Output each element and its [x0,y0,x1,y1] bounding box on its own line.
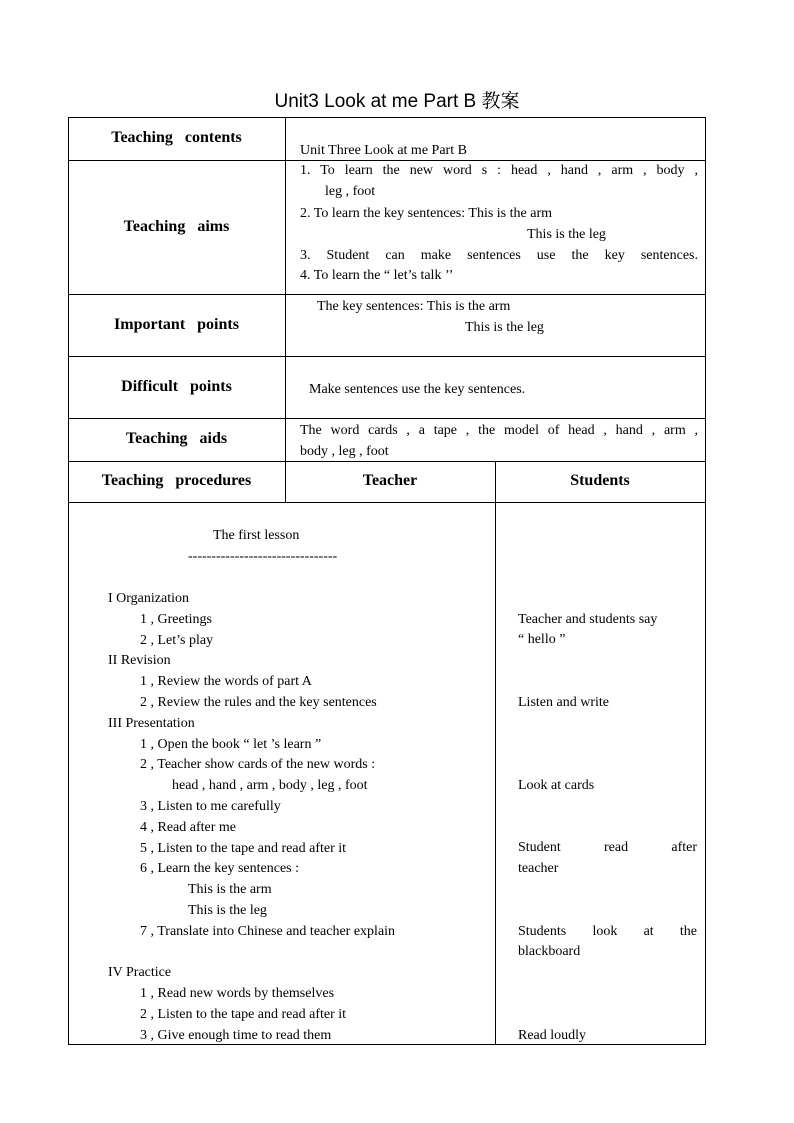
students-column-header: Students [570,472,630,489]
student-note: Read loudly [518,1028,587,1043]
difficult-points-value: Make sentences use the key sentences. [309,382,526,397]
teaching-contents-value: Unit Three Look at me Part B [300,143,467,158]
lesson-divider: -------------------------------- [188,549,338,564]
procedure-section-heading: III Presentation [108,715,195,731]
table-rule [68,356,706,357]
aim-item-2-cont: This is the leg [527,227,606,242]
teaching-aids-line-1: The word cards , a tape , the model of head , hand , arm , [300,423,698,438]
student-note: “ hello ” [518,632,566,647]
procedure-step: 3 , Give enough time to read them [140,1027,332,1043]
student-note: Teacher and students say [518,612,658,627]
table-rule [68,294,706,295]
table-rule [705,117,706,1045]
table-rule [495,461,496,1045]
important-points-label: Important points [114,316,239,333]
aim-item-3: 3. Student can make sentences use the key sentences. [300,248,698,263]
procedure-step: 2 , Review the rules and the key sentences [140,695,377,710]
procedure-step: 6 , Learn the key sentences : [140,861,299,877]
procedure-step: 7 , Translate into Chinese and teacher explain [140,923,396,939]
procedure-step: 5 , Listen to the tape and read after it [140,840,347,856]
table-rule [285,117,286,502]
teaching-contents-label: Teaching contents [111,129,242,146]
important-points-line-1: The key sentences: This is the arm [317,299,511,314]
procedure-step: 2 , Listen to the tape and read after it [140,1007,347,1022]
important-points-line-2: This is the leg [465,320,544,335]
table-rule [68,117,69,1045]
procedure-step: 2 , Let’s play [140,632,214,648]
teaching-procedures-label: Teaching procedures [101,472,252,489]
procedure-step: 1 , Read new words by themselves [140,986,335,1002]
student-note: teacher [518,861,559,876]
procedure-step: 1 , Open the book “ let ’s learn ” [140,736,322,752]
difficult-points-label: Difficult points [121,378,232,395]
document-title: Unit3 Look at me Part B 教案 [274,91,520,112]
procedure-step: head , hand , arm , body , leg , foot [172,778,368,794]
table-rule [68,418,706,419]
procedure-step: This is the arm [188,882,272,898]
procedure-step: 3 , Listen to me carefully [140,799,281,814]
procedure-section-heading: IV Practice [108,965,172,981]
student-note: Look at cards [518,778,595,793]
procedure-step: 2 , Teacher show cards of the new words : [140,757,376,773]
student-note: Listen and write [518,695,609,710]
table-rule [68,502,706,503]
procedure-section-heading: I Organization [108,591,189,606]
teaching-aids-label: Teaching aids [125,430,228,447]
student-note: Students look at the [518,924,697,939]
student-note: blackboard [518,944,581,959]
procedure-section-heading: II Revision [108,653,171,669]
aim-item-4: 4. To learn the “ let’s talk ’’ [300,268,454,283]
procedure-step: 4 , Read after me [140,819,237,835]
aim-item-2: 2. To learn the key sentences: This is the arm [300,206,552,221]
teaching-aims-label: Teaching aims [123,218,230,235]
procedure-step: This is the leg [188,903,267,918]
student-note: Student read after [518,840,697,855]
aim-item-1: 1. To learn the new word s : head , hand , arm , body , [300,163,698,178]
lesson-heading: The first lesson [213,528,300,543]
teacher-column-header: Teacher [362,472,418,489]
procedure-step: 1 , Review the words of part A [140,674,312,690]
teaching-aids-line-2: body , leg , foot [300,444,389,459]
procedure-step: 1 , Greetings [140,611,212,627]
aim-item-1-cont: leg , foot [325,184,376,199]
table-rule [68,117,706,118]
